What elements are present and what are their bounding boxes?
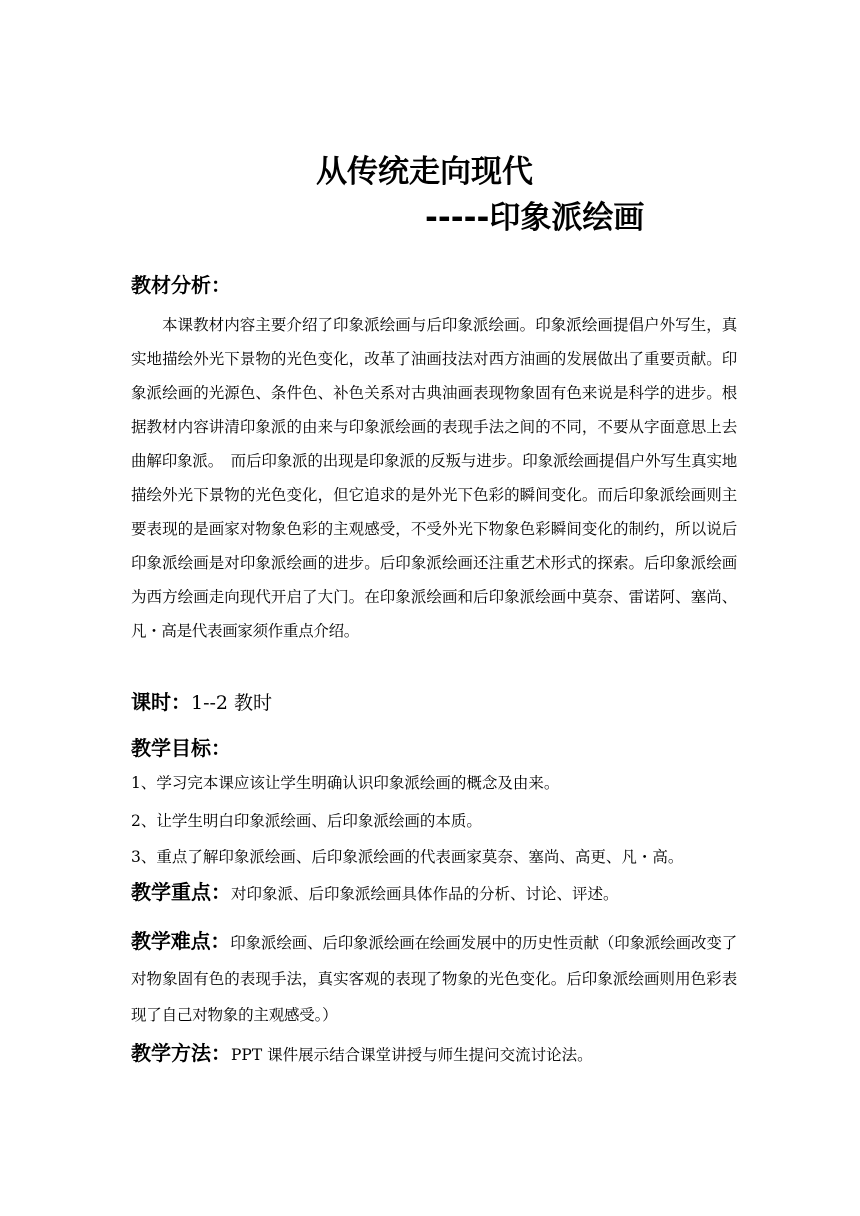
analysis-body: 本课教材内容主要介绍了印象派绘画与后印象派绘画。印象派绘画提倡户外写生，真实地描绘外光下景物的光色变化，改革了油画技法对西方油画的发展做出了重要贡献。印象派绘画的光源色、条件色、补色关系对古典油画表现物象固有色来说是科学的进步。根据教材内容讲清印象派的由来与印象派绘画的表现手法之间的不同，不要从字面意思上去曲解印象派。 而后印象派的出现是印象派的反叛与进步。印象派绘画提倡户外写生真实地描绘外光下景物的光色变化，但它追求的是外光下色彩的瞬间变化。而后印象派绘画则主要表现的是画家对物象色彩的主观感受，不受外光下物象色彩瞬间变化的制约，所以说后印象派绘画是对印象派绘画的进步。后印象派绘画还注重艺术形式的探索。后印象派绘画为西方绘画走向现代开启了大门。在印象派绘画和后印象派绘画中莫奈、雷诺阿、塞尚、凡・高是代表画家须作重点介绍。: [131, 316, 737, 640]
method-line: [131, 1038, 593, 1070]
hours-heading: 课时：: [131, 690, 191, 714]
objectives-heading: 教学目标：: [131, 736, 231, 760]
key-points-body: 对印象派、后印象派绘画具体作品的分析、讨论、评述。: [231, 885, 619, 903]
method-heading: 教学方法：: [131, 1041, 231, 1065]
difficulties-heading: 教学难点：: [131, 929, 231, 953]
difficulties-body: 印象派绘画、后印象派绘画在绘画发展中的历史性贡献（印象派绘画改变了对物象固有色的表现手法，真实客观的表现了物象的光色变化。后印象派绘画则用色彩表现了自己对物象的主观感受。）: [131, 934, 738, 1024]
hours-line: [131, 687, 272, 718]
key-points-heading: 教学重点：: [131, 880, 231, 904]
objective-item-1: 1、学习完本课应该让学生明确认识印象派绘画的概念及由来。: [131, 774, 560, 792]
hours-value: 1--2 教时: [191, 692, 273, 714]
document-title: 从传统走向现代: [316, 154, 533, 190]
key-points-line: [131, 877, 619, 909]
objective-item-3: 3、重点了解印象派绘画、后印象派绘画的代表画家莫奈、塞尚、高更、凡・高。: [131, 848, 684, 866]
analysis-heading: 教材分析：: [131, 273, 231, 297]
difficulties-block: [131, 923, 737, 1033]
objective-item-2: 2、让学生明白印象派绘画、后印象派绘画的本质。: [131, 812, 482, 830]
document-subtitle: -----印象派绘画: [425, 200, 645, 236]
method-body: PPT 课件展示结合课堂讲授与师生提问交流讨论法。: [231, 1046, 593, 1064]
